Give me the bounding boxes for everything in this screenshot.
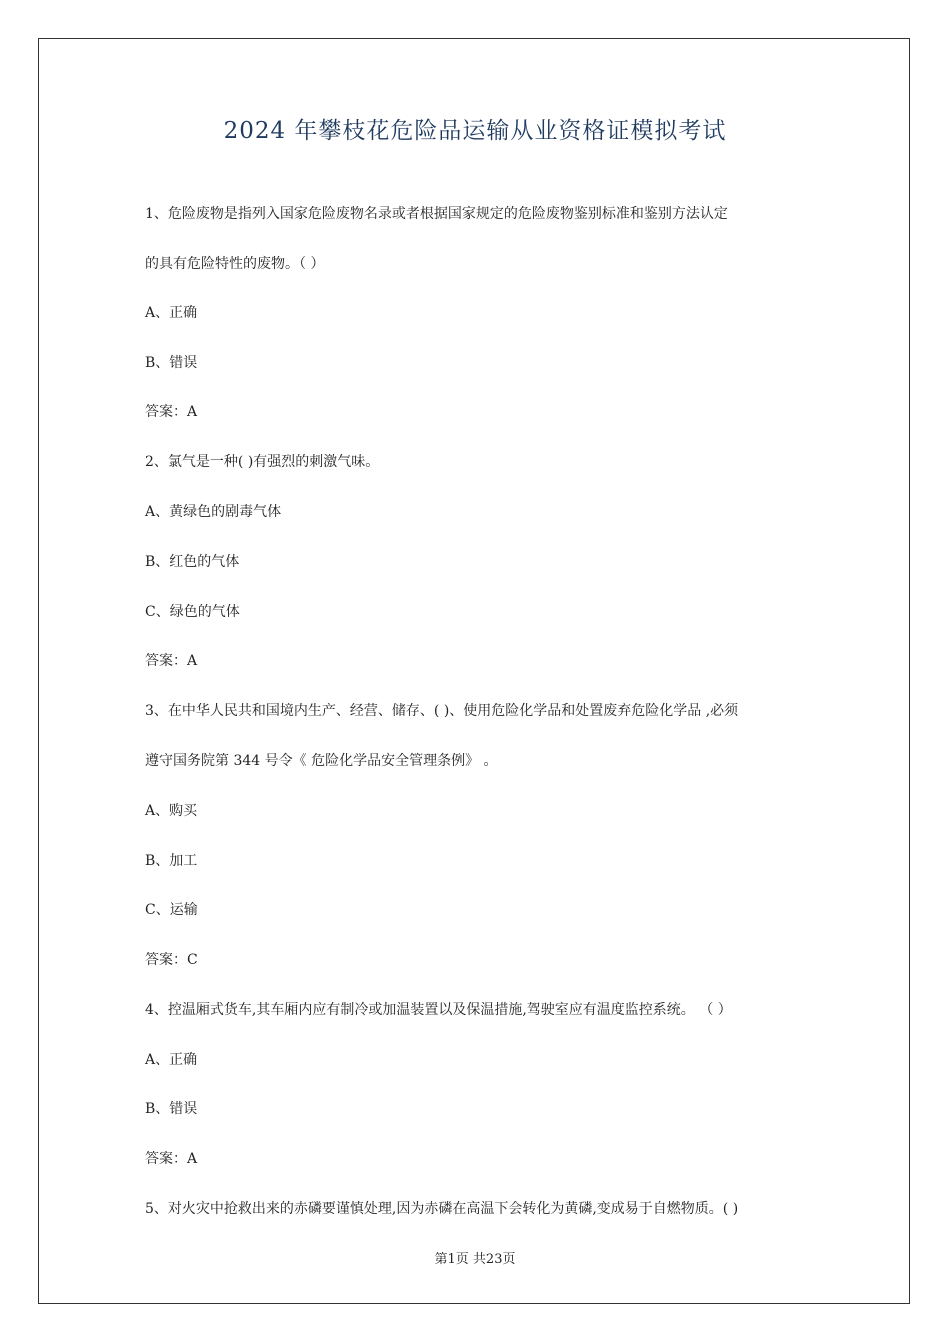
question-2-option-c: C、绿色的气体 [145, 604, 240, 620]
question-3-option-c: C、运输 [145, 902, 198, 918]
question-3-text-line-1: 3、在中华人民共和国境内生产、经营、储存、( )、使用危险化学品和处置废弃危险化学品 ,必须 [145, 703, 739, 719]
question-3-answer: 答案：C [145, 952, 198, 968]
question-1-text-line-1: 1、危险废物是指列入国家危险废物名录或者根据国家规定的危险废物鉴别标准和鉴别方法认定 [145, 206, 728, 222]
document-title: 2024 年攀枝花危险品运输从业资格证模拟考试 [223, 118, 727, 144]
question-4-option-a: A、正确 [145, 1052, 198, 1068]
question-4-text: 4、控温厢式货车,其车厢内应有制冷或加温装置以及保温措施,驾驶室应有温度监控系统。 （ ） [145, 1002, 732, 1018]
question-1-answer: 答案：A [145, 404, 198, 420]
question-3-option-a: A、购买 [145, 803, 198, 819]
question-3-text-line-2: 遵守国务院第 344 号令《 危险化学品安全管理条例》 。 [145, 753, 498, 769]
page-footer: 第1页 共23页 [434, 1252, 516, 1267]
question-1-text-line-2: 的具有危险特性的废物。（ ） [145, 256, 325, 272]
question-4-answer: 答案：A [145, 1151, 198, 1167]
question-1-option-a: A、正确 [145, 305, 198, 321]
question-3-option-b: B、加工 [145, 853, 198, 869]
question-1-option-b: B、错误 [145, 355, 198, 371]
question-4-option-b: B、错误 [145, 1101, 198, 1117]
question-2-option-b: B、红色的气体 [145, 554, 240, 570]
question-2-answer: 答案：A [145, 653, 198, 669]
question-2-text: 2、氯气是一种( )有强烈的刺激气味。 [145, 454, 380, 470]
question-2-option-a: A、黄绿色的剧毒气体 [145, 504, 282, 520]
question-5-text: 5、对火灾中抢救出来的赤磷要谨慎处理,因为赤磷在高温下会转化为黄磷,变成易于自燃物质。( ) [145, 1201, 739, 1217]
